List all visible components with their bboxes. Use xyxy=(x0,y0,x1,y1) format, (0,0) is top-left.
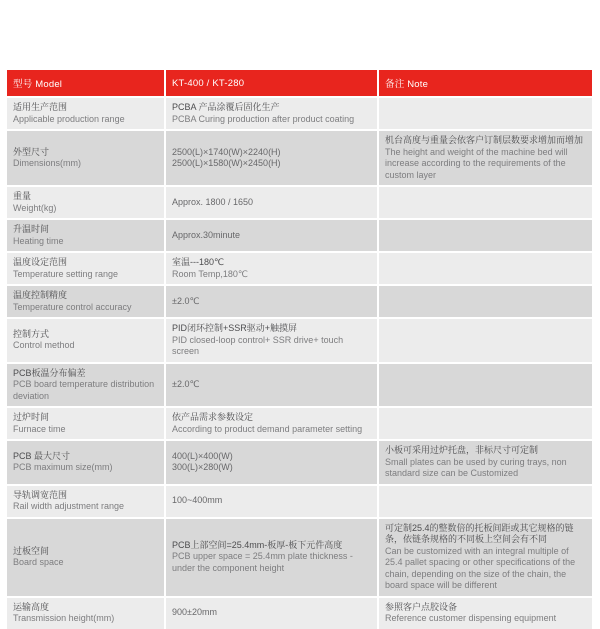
value-line: Approx.30minute xyxy=(172,229,241,240)
note-line: 机台高度与重量会依客户订制层数要求增加而增加 xyxy=(385,135,584,145)
value-line: 400(L)×400(W) xyxy=(172,450,233,461)
spec-value-cell xyxy=(166,364,377,407)
label-cn: 过炉时间 xyxy=(13,412,50,422)
label-cn: 导轨调宽范围 xyxy=(13,489,68,500)
value-line: PCB上部空间=25.4mm-板厚-板下元件高度 xyxy=(172,539,343,550)
note-line: 可定制25.4的整数倍的托板间距或其它规格的链条，依链条规格的不同板上空间会有不同 xyxy=(385,522,574,544)
label-cn: 温度设定范围 xyxy=(13,257,68,267)
value-line: 室温---180℃ xyxy=(172,257,225,267)
table-row xyxy=(7,286,592,317)
spec-note-cell xyxy=(379,519,592,596)
table-row xyxy=(7,220,592,251)
table-row xyxy=(7,364,592,407)
value-line: Room Temp,180℃ xyxy=(172,268,248,279)
spec-note-cell xyxy=(379,187,592,218)
label-en: Temperature setting range xyxy=(13,268,119,279)
spec-value-cell xyxy=(166,286,377,317)
table-row xyxy=(7,486,592,517)
spec-value-cell xyxy=(166,253,377,284)
spec-table xyxy=(7,70,592,629)
label-cn: 升温时间 xyxy=(13,224,50,234)
spec-label-cell xyxy=(7,319,164,362)
label-cn: 运输高度 xyxy=(13,601,50,612)
spec-label-cell xyxy=(7,441,164,484)
spec-note-cell xyxy=(379,253,592,284)
table-row xyxy=(7,441,592,484)
note-line: 参照客户点胶设备 xyxy=(385,601,458,612)
header-note-cell xyxy=(379,70,592,96)
label-en: Weight(kg) xyxy=(13,202,57,213)
note-line: The height and weight of the machine bed will increase according to the requirements of the custom layer xyxy=(385,146,568,180)
note-line: Reference customer dispensing equipment xyxy=(385,613,557,623)
spec-note-cell xyxy=(379,98,592,129)
spec-label-cell xyxy=(7,187,164,218)
table-header-row xyxy=(7,70,592,96)
label-cn: 温度控制精度 xyxy=(13,290,68,300)
spec-value-cell xyxy=(166,319,377,362)
header-product-cell xyxy=(166,70,377,96)
spec-note-cell xyxy=(379,598,592,629)
value-line: PID闭环控制+SSR驱动+触摸屏 xyxy=(172,323,298,333)
value-line: 100~400mm xyxy=(172,495,223,506)
spec-label-cell xyxy=(7,598,164,629)
label-cn: 控制方式 xyxy=(13,328,50,339)
label-en: PCB board temperature distribution deviation xyxy=(13,379,155,401)
label-en: Temperature control accuracy xyxy=(13,301,132,312)
table-row xyxy=(7,98,592,129)
value-line: 2500(L)×1580(W)×2450(H) xyxy=(172,158,281,168)
spec-label-cell xyxy=(7,253,164,284)
label-en: Applicable production range xyxy=(13,113,125,124)
value-line: ±2.0℃ xyxy=(172,379,200,389)
spec-label-cell xyxy=(7,220,164,251)
label-en: Furnace time xyxy=(13,423,66,434)
label-cn: 适用生产范围 xyxy=(13,102,68,112)
value-line: According to product demand parameter setting xyxy=(172,423,363,434)
value-line: PCBA Curing production after product coating xyxy=(172,113,355,124)
header-product-label: KT-400 / KT-280 xyxy=(172,77,245,89)
note-line: 小板可采用过炉托盘，非标尺寸可定制 xyxy=(385,445,539,455)
spec-value-cell xyxy=(166,519,377,596)
header-model-label: 型号 Model xyxy=(13,79,63,90)
spec-label-cell xyxy=(7,364,164,407)
label-en: Control method xyxy=(13,340,75,351)
value-line: Approx. 1800 / 1650 xyxy=(172,196,254,207)
label-en: Heating time xyxy=(13,235,64,246)
spec-label-cell xyxy=(7,131,164,185)
label-cn: PCB板温分布偏差 xyxy=(13,367,86,378)
label-cn: 过板空间 xyxy=(13,545,50,556)
spec-note-cell xyxy=(379,364,592,407)
spec-label-cell xyxy=(7,486,164,517)
spec-value-cell xyxy=(166,441,377,484)
spec-value-cell xyxy=(166,187,377,218)
value-line: 900±20mm xyxy=(172,607,217,618)
header-note-label: 备注 Note xyxy=(385,79,429,90)
note-line: Small plates can be used by curing trays, non standard size can be Customized xyxy=(385,456,567,478)
spec-value-cell xyxy=(166,131,377,185)
spec-label-cell xyxy=(7,519,164,596)
label-cn: 外型尺寸 xyxy=(13,146,50,157)
spec-value-cell xyxy=(166,98,377,129)
value-line: PID closed-loop control+ SSR drive+ touch screen xyxy=(172,334,344,356)
table-row xyxy=(7,408,592,439)
label-en: Dimensions(mm) xyxy=(13,158,82,168)
value-line: 依产品需求参数设定 xyxy=(172,412,254,422)
value-line: PCB upper space = 25.4mm plate thickness - under the component height xyxy=(172,551,353,573)
spec-value-cell xyxy=(166,408,377,439)
value-line: 2500(L)×1740(W)×2240(H) xyxy=(172,146,281,157)
table-row xyxy=(7,131,592,185)
value-line: PCBA 产品涂覆后固化生产 xyxy=(172,102,280,112)
spec-note-cell xyxy=(379,486,592,517)
label-en: PCB maximum size(mm) xyxy=(13,462,113,473)
label-cn: 重量 xyxy=(13,191,32,201)
spec-value-cell xyxy=(166,486,377,517)
note-line: Can be customized with an integral multiple of 25.4 pallet spacing or other specifications of the chain, depending on the size of the chain, the board space will be different xyxy=(385,545,576,590)
table-row xyxy=(7,598,592,629)
spec-note-cell xyxy=(379,131,592,185)
table-row xyxy=(7,187,592,218)
table-row xyxy=(7,319,592,362)
label-en: Board space xyxy=(13,557,64,567)
label-cn: PCB 最大尺寸 xyxy=(13,450,71,461)
spec-label-cell xyxy=(7,408,164,439)
table-row xyxy=(7,519,592,596)
label-en: Transmission height(mm) xyxy=(13,613,115,623)
spec-note-cell xyxy=(379,220,592,251)
spec-value-cell xyxy=(166,220,377,251)
spec-note-cell xyxy=(379,441,592,484)
header-model-cell xyxy=(7,70,164,96)
label-en: Rail width adjustment range xyxy=(13,501,125,511)
spec-note-cell xyxy=(379,408,592,439)
spec-note-cell xyxy=(379,286,592,317)
spec-note-cell xyxy=(379,319,592,362)
value-line: 300(L)×280(W) xyxy=(172,462,233,473)
table-row xyxy=(7,253,592,284)
spec-label-cell xyxy=(7,286,164,317)
spec-value-cell xyxy=(166,598,377,629)
value-line: ±2.0℃ xyxy=(172,295,200,306)
spec-label-cell xyxy=(7,98,164,129)
